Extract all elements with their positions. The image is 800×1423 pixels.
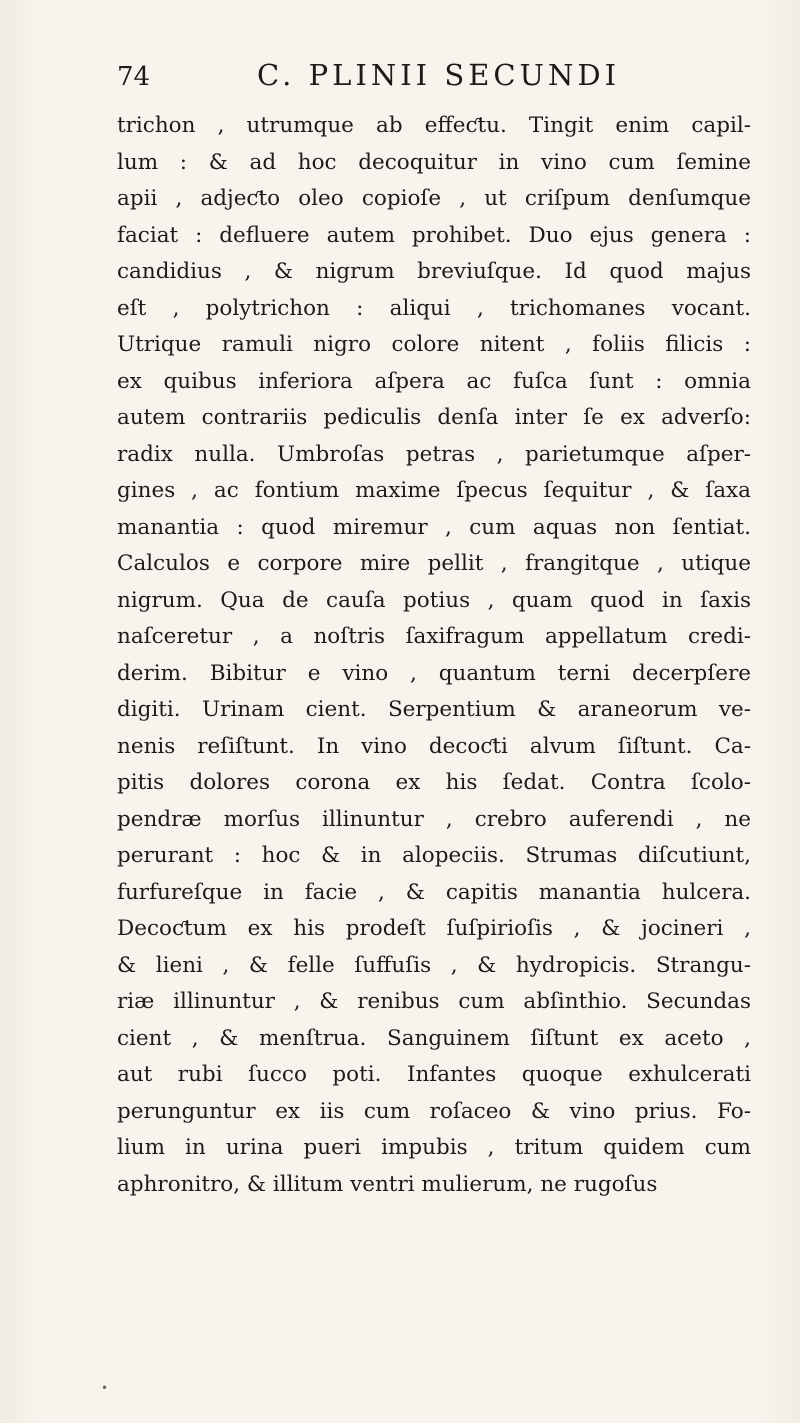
- text-line: apii , adjeƈto oleo copioſe , ut criſpum denſumque: [117, 186, 751, 211]
- text-line: faciat : defluere autem prohibet. Duo ejus genera :: [117, 222, 751, 248]
- text-line: perunguntur ex iis cum roſaceo & vino prius. Fo-: [117, 1098, 751, 1124]
- text-line: Utrique ramuli nigro colore nitent , foliis filicis :: [117, 332, 751, 357]
- text-line: cient , & menſtrua. Sanguinem ſiſtunt ex aceto ,: [117, 1025, 751, 1051]
- text-line: pitis dolores corona ex his ſedat. Contra ſcolo-: [117, 770, 751, 795]
- text-line: digiti. Urinam cient. Serpentium & araneorum ve-: [117, 697, 751, 722]
- running-title: C. PLINII SECUNDI: [257, 58, 621, 92]
- text-line: ex quibus inferiora aſpera ac fuſca ſunt : omnia: [117, 368, 751, 394]
- text-line: lium in urina pueri impubis , tritum quidem cum: [117, 1135, 751, 1160]
- text-line: nenis reſiſtunt. In vino decoƈti alvum ſiſtunt. Ca-: [117, 733, 751, 759]
- text-line: & lieni , & felle ſuffuſis , & hydropicis. Strangu-: [117, 952, 751, 978]
- running-head: [117, 58, 737, 98]
- text-line: derim. Bibitur e vino , quantum terni decerpſere: [117, 660, 751, 686]
- text-line: pendræ morſus illinuntur , crebro auferendi , ne: [117, 806, 751, 832]
- text-line: lum : & ad hoc decoquitur in vino cum ſemine: [117, 149, 751, 175]
- text-line: manantia : quod miremur , cum aquas non ſentiat.: [117, 514, 751, 540]
- text-line: aphronitro, & illitum ventri mulierum, ne rugoſus: [117, 1171, 658, 1197]
- text-line: Decoƈtum ex his prodeſt ſuſpirioſis , & jocineri ,: [117, 916, 751, 941]
- text-line: Calculos e corpore mire pellit , frangitque , utique: [117, 551, 751, 576]
- text-line: eſt , polytrichon : aliqui , trichomanes vocant.: [117, 295, 751, 321]
- text-line: radix nulla. Umbroſas petras , parietumque aſper-: [117, 441, 751, 467]
- print-mark: •: [101, 1381, 109, 1395]
- text-line: riæ illinuntur , & renibus cum abſinthio. Secundas: [117, 989, 751, 1014]
- text-line: nigrum. Qua de cauſa potius , quam quod in ſaxis: [117, 587, 751, 613]
- text-line: gines , ac fontium maxime ſpecus ſequitur , & ſaxa: [117, 478, 751, 503]
- text-line: trichon , utrumque ab effeƈtu. Tingit enim capil-: [117, 113, 751, 138]
- text-line: perurant : hoc & in alopeciis. Strumas diſcutiunt,: [117, 843, 751, 868]
- text-line: furfureſque in facie , & capitis manantia hulcera.: [117, 879, 751, 905]
- text-line: aut rubi ſucco poti. Infantes quoque exhulcerati: [117, 1062, 751, 1087]
- text-line: autem contrariis pediculis denſa inter ſe ex adverſo:: [117, 405, 751, 430]
- text-line: naſceretur , a noſtris ſaxifragum appellatum credi-: [117, 624, 751, 649]
- text-line: candidius , & nigrum breviuſque. Id quod majus: [117, 259, 751, 284]
- page-number: 74: [117, 62, 151, 92]
- body-text: [117, 108, 751, 1203]
